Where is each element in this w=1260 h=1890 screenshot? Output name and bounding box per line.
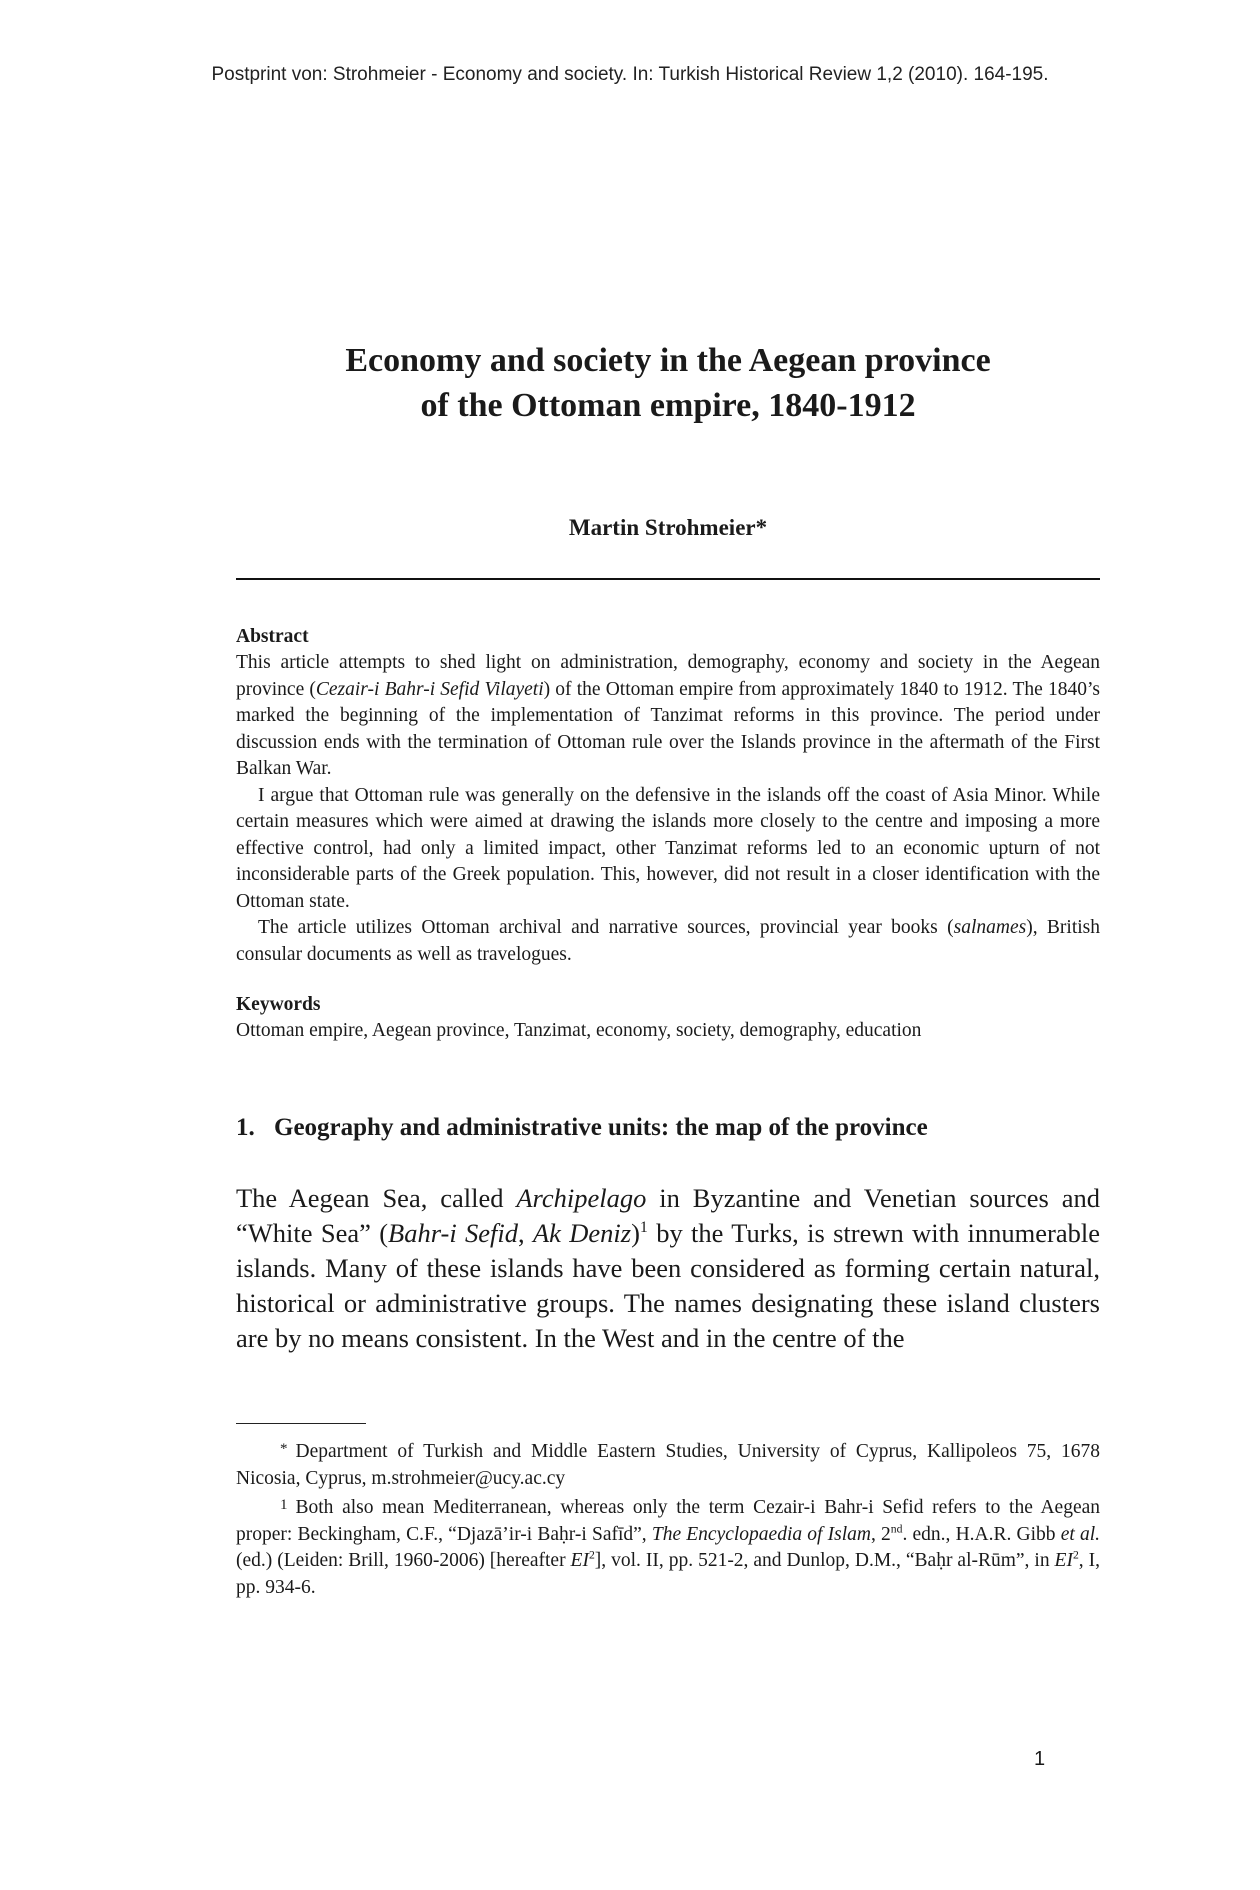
section-1-number: 1. bbox=[236, 1114, 255, 1141]
abstract-paragraph-3 bbox=[236, 915, 1100, 968]
fn1-text-e: ], vol. II, pp. 521-2, and Dunlop, D.M., “Baḥr al-Rūm”, in bbox=[594, 1550, 1055, 1571]
title-divider bbox=[236, 578, 1100, 580]
page-number: 1 bbox=[1034, 1748, 1046, 1770]
footnote-divider bbox=[236, 1423, 366, 1424]
fn1-text-d: (ed.) (Leiden: Brill, 1960-2006) [hereafter bbox=[236, 1550, 571, 1571]
body-text-b: in Byzantine and Venetian sources and “White Sea” ( bbox=[236, 1183, 1101, 1248]
footnote-1-mark: 1 bbox=[280, 1497, 288, 1513]
fn1-italic-ei-2: EI bbox=[1054, 1550, 1073, 1571]
fn1-italic-et-al: et al. bbox=[1060, 1523, 1101, 1545]
fn1-text-b: , 2 bbox=[870, 1523, 891, 1545]
footnotes-block bbox=[236, 1436, 1100, 1601]
abstract-paragraph-2: I argue that Ottoman rule was generally on the defensive in the islands off the coast of Asia Minor. While certain measures which were aimed at drawing the islands more closely to the centre and imposing a more effective control, had only a limited impact, other Tanzimat reforms led to an economic upturn of not inconsiderable parts of the Greek population. This, however, did not result in a closer identification with the Ottoman state. bbox=[236, 784, 1100, 912]
fn1-text-c: . edn., H.A.R. Gibb bbox=[902, 1523, 1061, 1545]
abstract-block bbox=[236, 624, 1100, 968]
body-text-e: by the Turks, is strewn with innumerable islands. Many of these islands have been considered as forming certain natural, historical or administrative groups. The names designating these island clusters are by no means consistent. In the West and in the centre of the bbox=[236, 1218, 1100, 1353]
body-text-d: ) bbox=[631, 1218, 640, 1248]
abstract-p3-italic: salnames bbox=[953, 917, 1027, 938]
footnote-ref-1[interactable]: 1 bbox=[639, 1219, 648, 1237]
title-line-2: of the Ottoman empire, 1840-1912 bbox=[420, 387, 916, 424]
postprint-header: Postprint von: Strohmeier - Economy and society. In: Turkish Historical Review 1,2 (2010). 164-195. bbox=[211, 64, 1049, 85]
fn1-italic-ei-1: EI bbox=[570, 1550, 589, 1571]
fn1-sup-nd: nd bbox=[890, 1522, 903, 1535]
section-1-heading bbox=[236, 1114, 1100, 1142]
author-name: Martin Strohmeier* bbox=[568, 515, 768, 540]
abstract-p3-text-b: ), British consular documents as well as travelogues. bbox=[236, 917, 1101, 965]
fn1-sup-2a: 2 bbox=[588, 1548, 595, 1562]
fn1-sup-2b: 2 bbox=[1072, 1548, 1079, 1562]
article-title bbox=[236, 338, 1100, 428]
fn1-italic-encyclopaedia: The Encyclopaedia of Islam bbox=[651, 1523, 871, 1545]
footnote-star-text: Department of Turkish and Middle Eastern Studies, University of Cyprus, Kallipoleos 75, 1678 Nicosia, Cyprus, m.strohmeier@ucy.ac.cy bbox=[236, 1441, 1100, 1489]
body-text-c: , bbox=[518, 1218, 533, 1248]
keywords-block bbox=[236, 992, 1100, 1045]
section-1-paragraph bbox=[236, 1181, 1100, 1356]
abstract-heading: Abstract bbox=[236, 626, 309, 647]
abstract-p3-text-a: The article utilizes Ottoman archival and narrative sources, provincial year books ( bbox=[258, 917, 954, 938]
fn1-text-a: Both also mean Mediterranean, whereas only the term Cezair-i Bahr-i Sefid refers to the Aegean proper: Beckingham, C.F., “Djazā’ir-i Baḥr-i Safīd”, bbox=[236, 1497, 1100, 1545]
footnote-star-mark: * bbox=[280, 1441, 288, 1457]
footnote-star bbox=[236, 1436, 1100, 1492]
body-italic-bahr-i-sefid: Bahr-i Sefid bbox=[388, 1218, 519, 1248]
title-line-1: Economy and society in the Aegean province bbox=[345, 342, 991, 379]
body-italic-archipelago: Archipelago bbox=[516, 1183, 647, 1213]
abstract-p1-text-a: This article attempts to shed light on administration, demography, economy and society in the Aegean province ( bbox=[236, 652, 1100, 700]
body-italic-ak-deniz: Ak Deniz bbox=[532, 1218, 632, 1248]
section-1-title: Geography and administrative units: the map of the province bbox=[274, 1114, 928, 1141]
keywords-list: Ottoman empire, Aegean province, Tanzimat, economy, society, demography, education bbox=[236, 1020, 922, 1041]
abstract-p1-text-b: ) of the Ottoman empire from approximately 1840 to 1912. The 1840’s marked the beginning of the implementation of Tanzimat reforms in this province. The period under discussion ends with the termination of Ottoman rule over the Islands province in the aftermath of the First Balkan War. bbox=[236, 678, 1100, 779]
body-text-a: The Aegean Sea, called bbox=[236, 1183, 517, 1213]
abstract-p1-italic: Cezair-i Bahr-i Sefid Vilayeti bbox=[315, 678, 544, 700]
footnote-1 bbox=[236, 1492, 1100, 1601]
abstract-paragraph-1 bbox=[236, 650, 1100, 783]
keywords-heading: Keywords bbox=[236, 994, 321, 1015]
fn1-text-f: , I, pp. 934-6. bbox=[236, 1550, 1101, 1598]
